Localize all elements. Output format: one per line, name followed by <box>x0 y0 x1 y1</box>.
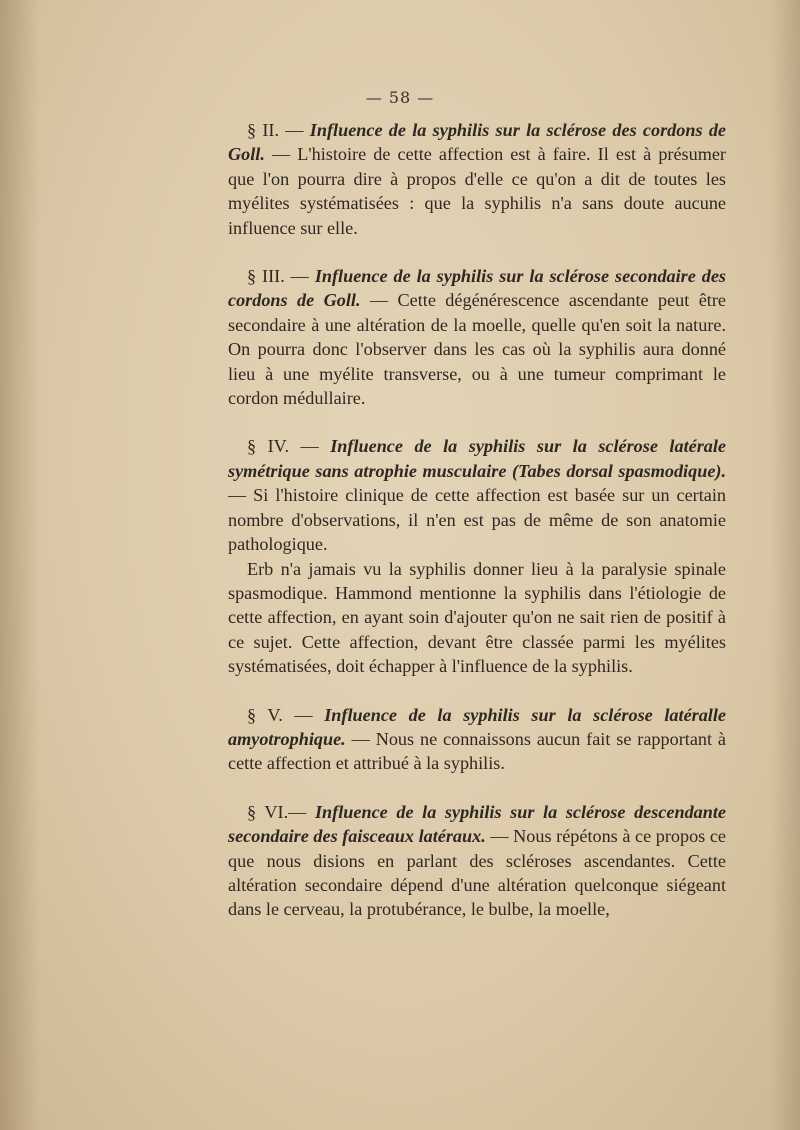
section-body: — Cette dégénérescence ascendante peut être secondaire à une altération de la moelle, quelle qu'en soit la nature. On pourra donc l'observer dans les cas où la syphilis aura donné lieu à une myélite transverse, ou à une tumeur comprimant le cordon médullaire. <box>228 290 726 409</box>
section-6-paragraph <box>228 800 726 922</box>
section-dash: — <box>284 266 315 287</box>
section-body: — Nous répétons à ce propos ce que nous disions en parlant des scléroses ascendantes. Cette altération secondaire dépend d'une altération quelconque siégeant dans le cerveau, la protubérance, le bulbe, la moelle, <box>228 826 726 920</box>
section-title: Influence de la syphilis sur la sclérose latéralle amyotrophique. <box>228 704 726 749</box>
section-dash: — <box>289 436 331 457</box>
page-body <box>228 118 726 922</box>
section-body: — Si l'histoire clinique de cette affection est basée sur un certain nombre d'observations, il n'en est pas de même de son anatomie pathologique. <box>228 485 726 555</box>
section-3-paragraph <box>228 264 726 410</box>
page-number: — 58 — <box>365 88 435 107</box>
section-dash: — <box>279 120 310 140</box>
section-4-continuation: Erb n'a jamais vu la syphilis donner lieu à la paralysie spinale spasmodique. Hammond mentionne la syphilis dans l'étiologie de cette affection, en ayant soin d'ajouter qu'on ne sait rien de positif à ce sujet. Cette affection, devant être classée parmi les myélites systématisées, doit échapper à l'influence de la syphilis. <box>228 558 726 677</box>
section-sign: § II. <box>247 120 280 140</box>
section-spacer <box>228 410 726 434</box>
section-body: — Nous ne connaissons aucun fait se rapportant à cette affection et attribué à la syphilis. <box>228 728 726 774</box>
section-title: Influence de la syphilis sur la sclérose secondaire des cordons de Goll. <box>228 266 727 311</box>
section-sign: § VI. <box>247 801 289 822</box>
section-title: Influence de la syphilis sur la sclérose des cordons de Goll. <box>228 120 726 165</box>
section-sign: § IV. <box>247 436 289 457</box>
section-dash: — <box>282 704 325 725</box>
section-spacer <box>228 679 726 703</box>
section-title: Influence de la syphilis sur la sclérose latérale symétrique sans atrophie musculaire (Tabes dorsal spasmodique). <box>228 436 726 481</box>
section-sign: § V. <box>247 704 283 725</box>
section-5-paragraph <box>228 703 726 776</box>
section-2-paragraph <box>228 118 726 240</box>
section-dash: — <box>288 801 315 822</box>
section-spacer <box>228 240 726 264</box>
section-4-paragraph <box>228 434 726 556</box>
section-spacer <box>228 776 726 800</box>
section-title: Influence de la syphilis sur la sclérose descendante secondaire des faisceaux latéraux. <box>228 801 726 847</box>
section-body: — L'histoire de cette affection est à faire. Il est à présumer que l'on pourra dire à propos d'elle ce qu'on a dit de toutes les myélites systématisées : que la syphilis n'a sans doute aucune influence sur elle. <box>228 144 726 238</box>
section-sign: § III. <box>247 266 285 287</box>
